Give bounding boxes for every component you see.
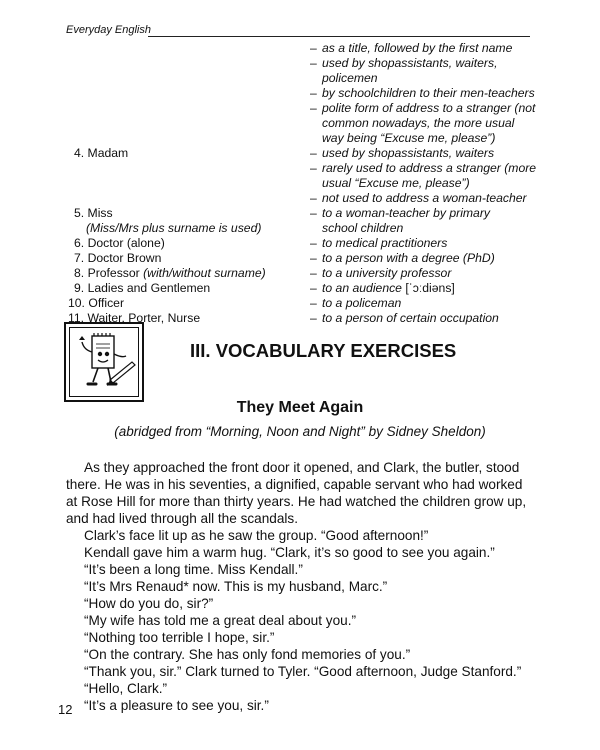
story-line: “Hello, Clark.” — [84, 681, 168, 696]
usage-line: not used to address a woman-teacher — [322, 191, 527, 205]
usage-line: to a policeman — [322, 296, 402, 310]
dash: – — [310, 86, 317, 100]
story-line: “Thank you, sir.” Clark turned to Tyler. “Good afternoon, Judge Stanford.” — [84, 664, 522, 679]
usage-line: common nowadays, the more usual — [322, 116, 515, 130]
dash: – — [310, 236, 317, 250]
usage-line: usual “Excuse me, please”) — [322, 176, 470, 190]
page-number: 12 — [58, 702, 73, 717]
term-number: 7. — [74, 251, 85, 265]
term-text: Doctor (alone) — [87, 236, 165, 250]
header-rule — [148, 36, 530, 37]
dash: – — [310, 296, 317, 310]
term-text: Ladies and Gentlemen — [87, 281, 211, 295]
term-item — [74, 251, 161, 266]
usage-line: polite form of address to a stranger (not — [322, 101, 536, 115]
usage-line: policemen — [322, 71, 378, 85]
usage-line: way being “Excuse me, please”) — [322, 131, 496, 145]
exercise-logo — [64, 322, 144, 402]
term-item — [74, 236, 165, 251]
term-number: 10. — [68, 296, 85, 310]
story-subtitle: (abridged from “Morning, Noon and Night” by Sidney Sheldon) — [114, 424, 486, 439]
term-text: Officer — [88, 296, 125, 310]
story-line: “How do you do, sir?” — [84, 596, 214, 611]
term-madam: 4. Madam — [74, 146, 129, 160]
dash: – — [310, 251, 317, 265]
usage-line: used by shopassistants, waiters — [322, 146, 495, 160]
story-line: at Rose Hill for more than thirty years. He had watched the children grow up, — [66, 494, 527, 509]
story-line: As they approached the front door it opened, and Clark, the butler, stood — [84, 460, 520, 475]
dash: – — [310, 161, 317, 175]
dash: – — [310, 206, 317, 220]
term-text: Professor — [87, 266, 144, 280]
story-line: “It’s been a long time. Miss Kendall.” — [84, 562, 303, 577]
story-line: “It’s a pleasure to see you, sir.” — [84, 698, 269, 713]
pencil-character-icon — [70, 328, 142, 400]
story-line: there. He was in his seventies, a dignified, capable servant who had worked — [66, 477, 523, 492]
dash: – — [310, 266, 317, 280]
usage-line: school children — [322, 221, 404, 235]
term-number: 11. — [68, 311, 85, 325]
usage-line: as a title, followed by the first name — [322, 41, 513, 55]
usage-line: to a university professor — [322, 266, 452, 280]
phonetic-transcription: [ˈɔːdiəns] — [405, 281, 455, 295]
dash: – — [310, 281, 317, 295]
usage-line: to medical practitioners — [322, 236, 448, 250]
story-line: Kendall gave him a warm hug. “Clark, it’s so good to see you again.” — [84, 545, 495, 560]
usage-line: to a person with a degree (PhD) — [322, 251, 495, 265]
story-line: “My wife has told me a great deal about you.” — [84, 613, 357, 628]
usage-line: by schoolchildren to their men-teachers — [322, 86, 535, 100]
dash: – — [310, 146, 317, 160]
term-item — [68, 296, 124, 311]
story-line: and had lived through all the scandals. — [66, 511, 299, 526]
term-miss: 5. Miss — [74, 206, 113, 220]
usage-line — [322, 281, 455, 296]
dash: – — [310, 311, 317, 325]
dash: – — [310, 56, 317, 70]
section-title: III. VOCABULARY EXERCISES — [190, 340, 457, 361]
usage-line: to a person of certain occupation — [322, 311, 499, 325]
usage-line: used by shopassistants, waiters, — [322, 56, 498, 70]
story-line: “On the contrary. She has only fond memories of you.” — [84, 647, 411, 662]
story-title: They Meet Again — [236, 399, 364, 416]
story-line: “Nothing too terrible I hope, sir.” — [84, 630, 275, 645]
dash: – — [310, 41, 317, 55]
term-text: Waiter, Porter, Nurse — [87, 311, 201, 325]
term-item — [74, 281, 210, 296]
story-line: Clark’s face lit up as he saw the group. “Good afternoon!” — [84, 528, 429, 543]
term-text-italic: (with/without surname) — [143, 266, 266, 280]
dash: – — [310, 191, 317, 205]
term-text: Doctor Brown — [87, 251, 162, 265]
running-header: Everyday English — [66, 24, 151, 36]
miss-note: (Miss/Mrs plus surname is used) — [86, 221, 262, 235]
term-number: 9. — [74, 281, 85, 295]
logo-frame — [69, 327, 139, 397]
usage-line: to a woman-teacher by primary — [322, 206, 490, 220]
story-line: “It’s Mrs Renaud* now. This is my husband, Marc.” — [84, 579, 388, 594]
term-number: 8. — [74, 266, 85, 280]
term-number: 6. — [74, 236, 85, 250]
term-item — [74, 266, 266, 281]
dash: – — [310, 101, 317, 115]
usage-line: rarely used to address a stranger (more — [322, 161, 537, 175]
usage-text: to an audience — [322, 281, 402, 295]
